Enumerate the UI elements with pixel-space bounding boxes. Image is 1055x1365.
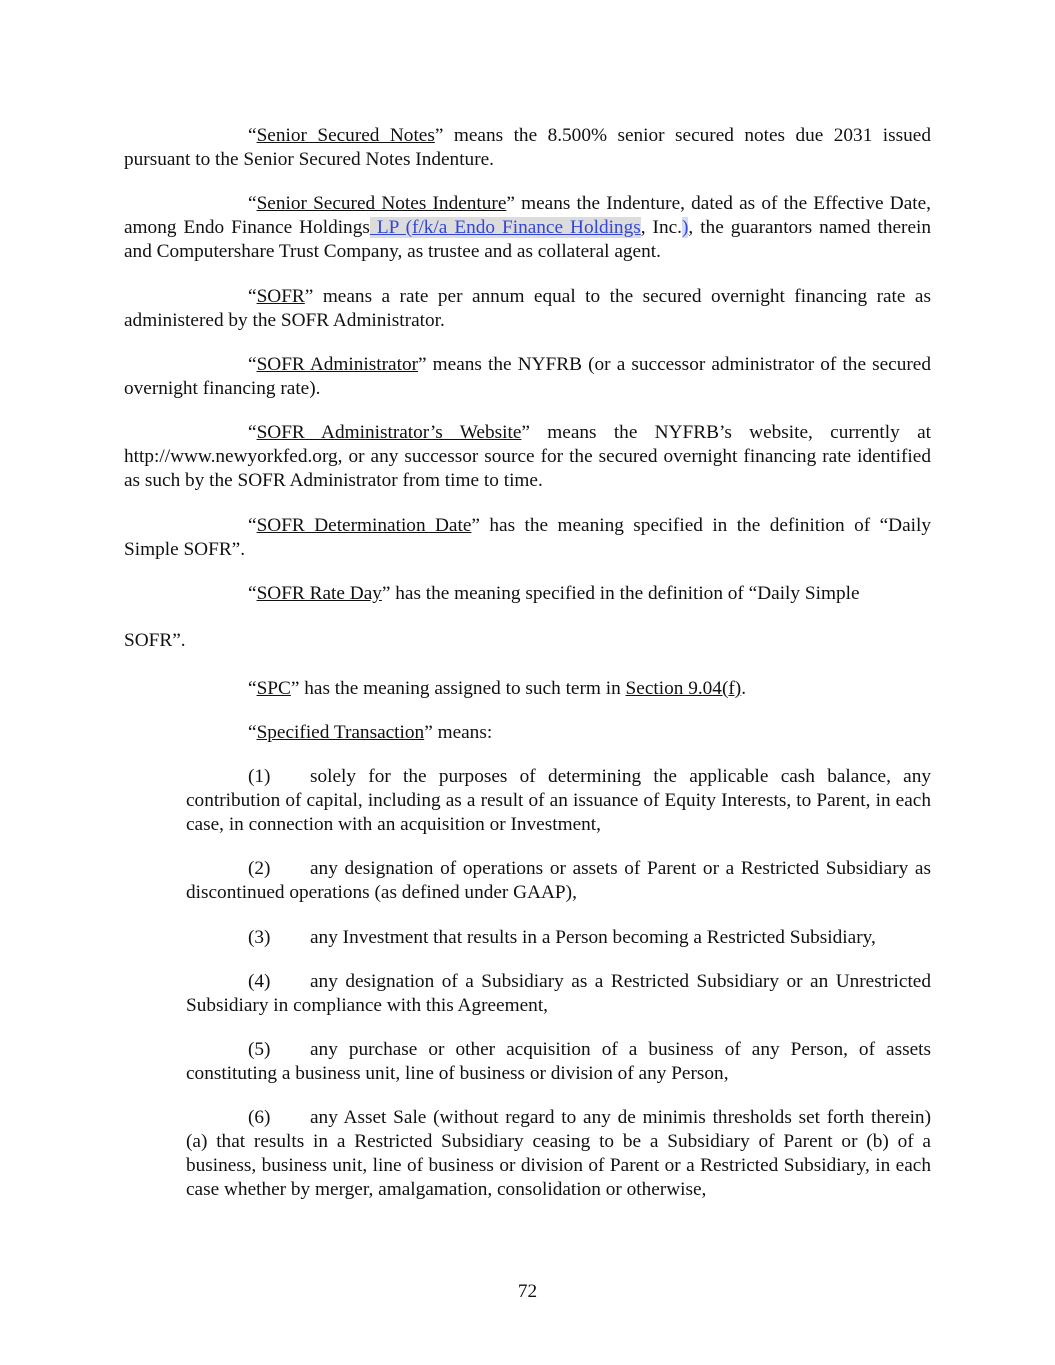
- paragraph-text: SOFR”.: [124, 630, 186, 651]
- defined-term: SOFR Determination Date: [256, 515, 472, 536]
- definition-paragraph: [124, 721, 931, 745]
- list-item: [186, 970, 931, 1018]
- defined-term: Senior Secured Notes: [256, 125, 435, 146]
- defined-term: SPC: [256, 678, 291, 699]
- item-number: (2): [248, 858, 271, 879]
- paragraph-text: “: [248, 422, 257, 443]
- item-number: (6): [248, 1107, 271, 1128]
- item-number: (3): [248, 927, 271, 948]
- definition-paragraph: [124, 582, 931, 606]
- page-number: 72: [517, 1281, 538, 1302]
- item-number: (1): [248, 766, 271, 787]
- paragraph-text: ” means the Indenture, dated as of the Effective Date, among Endo Finance Holdings: [124, 193, 931, 238]
- list-item: [186, 857, 931, 905]
- list-item: [186, 926, 931, 950]
- paragraph-text: “: [248, 722, 257, 743]
- paragraph-text: ” means the NYFRB (or a successor administrator of the secured overnight financing rate).: [124, 354, 931, 399]
- defined-term: SOFR Administrator: [256, 354, 419, 375]
- paragraph-text: solely for the purposes of determining the applicable cash balance, any contribution of capital, including as a result of an issuance of Equity Interests, to Parent, in each case, in connection with an acquisition or Investment,: [186, 766, 931, 835]
- paragraph-text: any designation of a Subsidiary as a Restricted Subsidiary or an Unrestricted Subsidiary in compliance with this Agreement,: [186, 971, 931, 1016]
- paragraph-text: ” has the meaning specified in the definition of “Daily Simple: [381, 583, 860, 604]
- paragraph-text: , the guarantors named therein and Computershare Trust Company, as trustee and as collateral agent.: [124, 217, 931, 262]
- paragraph-text: “: [248, 286, 257, 307]
- paragraph-text: ” means the 8.500% senior secured notes due 2031 issued pursuant to the Senior Secured Notes Indenture.: [124, 125, 931, 170]
- paragraph-text: .: [741, 678, 747, 699]
- defined-term: SOFR: [256, 286, 305, 307]
- definition-paragraph: [124, 629, 186, 653]
- item-number: (4): [248, 971, 271, 992]
- paragraph-text: , Inc.: [640, 217, 682, 238]
- paragraph-text: ” has the meaning specified in the definition of “Daily Simple SOFR”.: [124, 515, 931, 560]
- list-item: [186, 1106, 931, 1202]
- definition-paragraph: [124, 353, 931, 401]
- paragraph-text: “: [248, 515, 257, 536]
- tracked-change-text[interactable]: LP (f/k/a Endo Finance Holdings: [369, 217, 641, 238]
- paragraph-text: any designation of operations or assets of Parent or a Restricted Subsidiary as discontinued operations (as defined under GAAP),: [186, 858, 931, 903]
- definition-paragraph: [124, 285, 931, 333]
- definition-paragraph: [124, 514, 931, 562]
- paragraph-text: ” means a rate per annum equal to the secured overnight financing rate as administered by the SOFR Administrator.: [124, 286, 931, 331]
- definition-paragraph: [124, 421, 931, 493]
- paragraph-text: “: [248, 125, 257, 146]
- item-number: (5): [248, 1039, 271, 1060]
- definition-paragraph: [124, 124, 931, 172]
- paragraph-text: any purchase or other acquisition of a business of any Person, of assets constituting a business unit, line of business or division of any Person,: [186, 1039, 931, 1084]
- paragraph-text: “: [248, 678, 257, 699]
- tracked-change-text: ): [681, 217, 689, 238]
- definition-paragraph: [124, 677, 931, 701]
- list-item: [186, 765, 931, 837]
- paragraph-text: “: [248, 583, 257, 604]
- definition-paragraph: [124, 192, 931, 264]
- defined-term: Specified Transaction: [256, 722, 425, 743]
- defined-term: Section 9.04(f): [625, 678, 742, 699]
- paragraph-text: ” has the meaning assigned to such term in: [290, 678, 626, 699]
- defined-term: Senior Secured Notes Indenture: [256, 193, 507, 214]
- list-item: [186, 1038, 931, 1086]
- defined-term: SOFR Rate Day: [256, 583, 382, 604]
- paragraph-text: “: [248, 193, 257, 214]
- paragraph-text: any Asset Sale (without regard to any de minimis thresholds set forth therein) (a) that results in a Restricted Subsidiary ceasing to be a Subsidiary of Parent or (b) of a business, business unit, line of business or division of Parent or a Restricted Subsidiary, in each case whether by merger, amalgamation, consolidation or otherwise,: [186, 1107, 931, 1200]
- paragraph-text: “: [248, 354, 257, 375]
- paragraph-text: any Investment that results in a Person becoming a Restricted Subsidiary,: [310, 927, 876, 948]
- defined-term: SOFR Administrator’s Website: [256, 422, 522, 443]
- paragraph-text: ” means the NYFRB’s website, currently at http://www.newyorkfed.org, or any successor source for the secured overnight financing rate identified as such by the SOFR Administrator from time to time.: [124, 422, 931, 491]
- paragraph-text: ” means:: [424, 722, 493, 743]
